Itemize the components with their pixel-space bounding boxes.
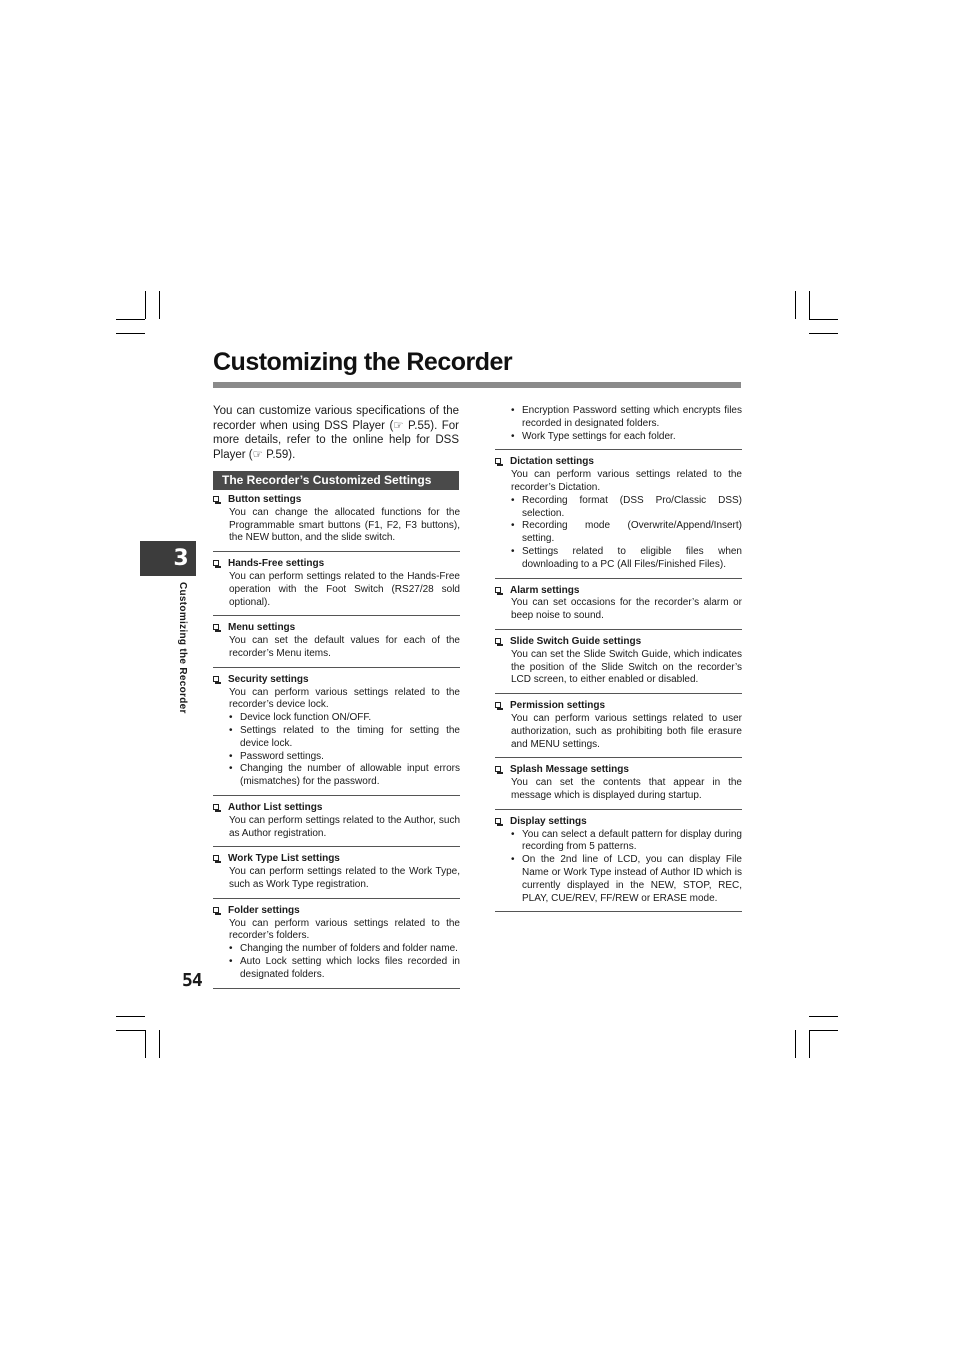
checkbox-icon — [213, 907, 219, 913]
title-rule — [213, 382, 741, 388]
section-title-text: Folder settings — [228, 904, 300, 916]
crop-mark — [116, 1016, 145, 1017]
bullet-item: • Recording format (DSS Pro/Classic DSS) selection. — [511, 495, 742, 521]
page-title: Customizing the Recorder — [213, 348, 513, 376]
section-title — [213, 853, 460, 866]
section-title-text: Menu settings — [228, 622, 296, 634]
section-title — [213, 558, 460, 571]
checkbox-icon — [495, 766, 501, 772]
section-title — [495, 636, 742, 649]
bullet-item: • Auto Lock setting which locks files recorded in designated folders. — [229, 956, 460, 982]
crop-mark — [795, 291, 796, 319]
bullet-list — [213, 943, 460, 981]
crop-mark — [145, 291, 146, 319]
section-body: You can set the contents that appear in the message which is displayed during startup. — [511, 777, 742, 801]
checkbox-icon — [495, 702, 501, 708]
settings-section — [213, 802, 460, 847]
section-title-text: Dictation settings — [510, 456, 594, 468]
checkbox-icon — [213, 855, 219, 861]
section-title-text: Work Type List settings — [228, 853, 340, 865]
section-body: You can set the Slide Switch Guide, which indicates the position of the Slide Switch on the recorder’s LCD screen, to either enabled or disabled. — [511, 648, 742, 686]
crop-mark — [145, 1030, 146, 1058]
crop-mark — [116, 1030, 145, 1031]
section-title — [495, 764, 742, 777]
settings-section — [213, 558, 460, 616]
checkbox-icon — [213, 624, 219, 630]
section-title — [213, 905, 460, 918]
section-title-text: Author List settings — [228, 801, 323, 813]
continued-bullets — [495, 405, 742, 450]
bullet-item: • Device lock function ON/OFF. — [229, 712, 460, 725]
bullet-item: • Encryption Password setting which encrypts files recorded in designated folders. — [511, 405, 742, 431]
crop-mark — [116, 319, 145, 320]
settings-section — [213, 853, 460, 898]
section-title-text: Permission settings — [510, 700, 606, 712]
checkbox-icon — [495, 818, 501, 824]
crop-mark — [795, 1030, 796, 1058]
section-title — [495, 816, 742, 829]
bullet-item: • Changing the number of allowable input errors (mismatches) for the password. — [229, 763, 460, 789]
bullet-item: • On the 2nd line of LCD, you can display File Name or Work Type instead of Author ID which is currently displayed in the NEW, STOP, REC, PLAY, CUE/REV, FF/REW or ERASE mode. — [511, 854, 742, 905]
section-body: You can perform various settings related to the recorder’s device lock. — [229, 686, 460, 711]
section-title-text: Splash Message settings — [510, 764, 629, 776]
bullet-list — [495, 405, 742, 443]
right-column — [495, 405, 742, 918]
bullet-item: • You can select a default pattern for display during recording from 5 patterns. — [511, 829, 742, 855]
bullet-item: • Work Type settings for each folder. — [511, 431, 742, 444]
bullet-list — [495, 495, 742, 572]
settings-section — [495, 700, 742, 758]
crop-mark — [809, 291, 810, 319]
bullet-list — [213, 712, 460, 789]
section-body: You can perform settings related to the Work Type, such as Work Type registration. — [229, 866, 460, 890]
section-title-text: Display settings — [510, 815, 587, 827]
bullet-item: • Changing the number of folders and folder name. — [229, 943, 460, 956]
chapter-side-label: Customizing the Recorder — [177, 582, 188, 714]
section-body: You can set occasions for the recorder’s alarm or beep noise to sound. — [511, 597, 742, 622]
crop-mark — [159, 1030, 160, 1058]
section-title-text: Button settings — [228, 494, 302, 505]
section-title — [213, 802, 460, 815]
bullet-item: • Recording mode (Overwrite/Append/Insert) setting. — [511, 520, 742, 546]
bullet-item: • Settings related to the timing for setting the device lock. — [229, 725, 460, 751]
settings-section — [213, 494, 460, 552]
section-body: You can perform various settings related to user authorization, such as prohibiting both file erasure and MENU settings. — [511, 712, 742, 750]
bullet-list — [495, 829, 742, 906]
section-title — [495, 700, 742, 713]
crop-mark — [159, 291, 160, 319]
section-body: You can perform settings related to the Author, such as Author registration. — [229, 814, 460, 839]
checkbox-icon — [495, 458, 501, 464]
section-body: You can perform settings related to the Hands-Free operation with the Foot Switch (RS27/28 sold optional). — [229, 570, 460, 608]
section-title-text: Slide Switch Guide settings — [510, 635, 642, 647]
checkbox-icon — [213, 804, 219, 810]
section-title — [213, 674, 460, 687]
checkbox-icon — [213, 560, 219, 566]
settings-section — [495, 456, 742, 578]
section-title-text: Security settings — [228, 673, 309, 685]
checkbox-icon — [495, 587, 501, 593]
settings-section — [213, 674, 460, 796]
settings-section — [213, 905, 460, 989]
crop-mark — [809, 333, 838, 334]
intro-paragraph: You can customize various specifications of the recorder when using DSS Player (☞ P.55). For more details, refer to the online help for DSS Player (☞ P.59). — [213, 405, 459, 461]
crop-mark — [809, 319, 838, 320]
section-title — [495, 585, 742, 598]
settings-section — [495, 585, 742, 630]
bullet-item: • Settings related to eligible files when downloading to a PC (All Files/Finished Files). — [511, 546, 742, 572]
section-heading: The Recorder’s Customized Settings — [213, 471, 459, 490]
section-title-text: Hands-Free settings — [228, 558, 325, 570]
settings-section — [495, 636, 742, 694]
chapter-number: 3 — [173, 546, 189, 571]
settings-section — [495, 764, 742, 809]
section-title — [213, 622, 460, 635]
section-body: You can perform various settings related to the recorder’s folders. — [229, 917, 460, 942]
section-title-text: Alarm settings — [510, 584, 580, 596]
checkbox-icon — [213, 676, 219, 682]
crop-mark — [809, 1030, 810, 1058]
section-title — [213, 494, 460, 507]
settings-section — [213, 622, 460, 667]
left-column — [213, 494, 460, 995]
crop-mark — [809, 1030, 838, 1031]
checkbox-icon — [213, 496, 219, 502]
section-title — [495, 456, 742, 469]
page-number: 54 — [182, 970, 202, 991]
checkbox-icon — [495, 638, 501, 644]
crop-mark — [116, 333, 145, 334]
section-body: You can perform various settings related to the recorder’s Dictation. — [511, 469, 742, 493]
section-body: You can set the default values for each of the recorder’s Menu items. — [229, 635, 460, 659]
bullet-item: • Password settings. — [229, 751, 460, 764]
section-body: You can change the allocated functions for the Programmable smart buttons (F1, F2, F3 buttons), the NEW button, and the slide switch. — [229, 506, 460, 544]
crop-mark — [809, 1016, 838, 1017]
settings-section — [495, 816, 742, 913]
